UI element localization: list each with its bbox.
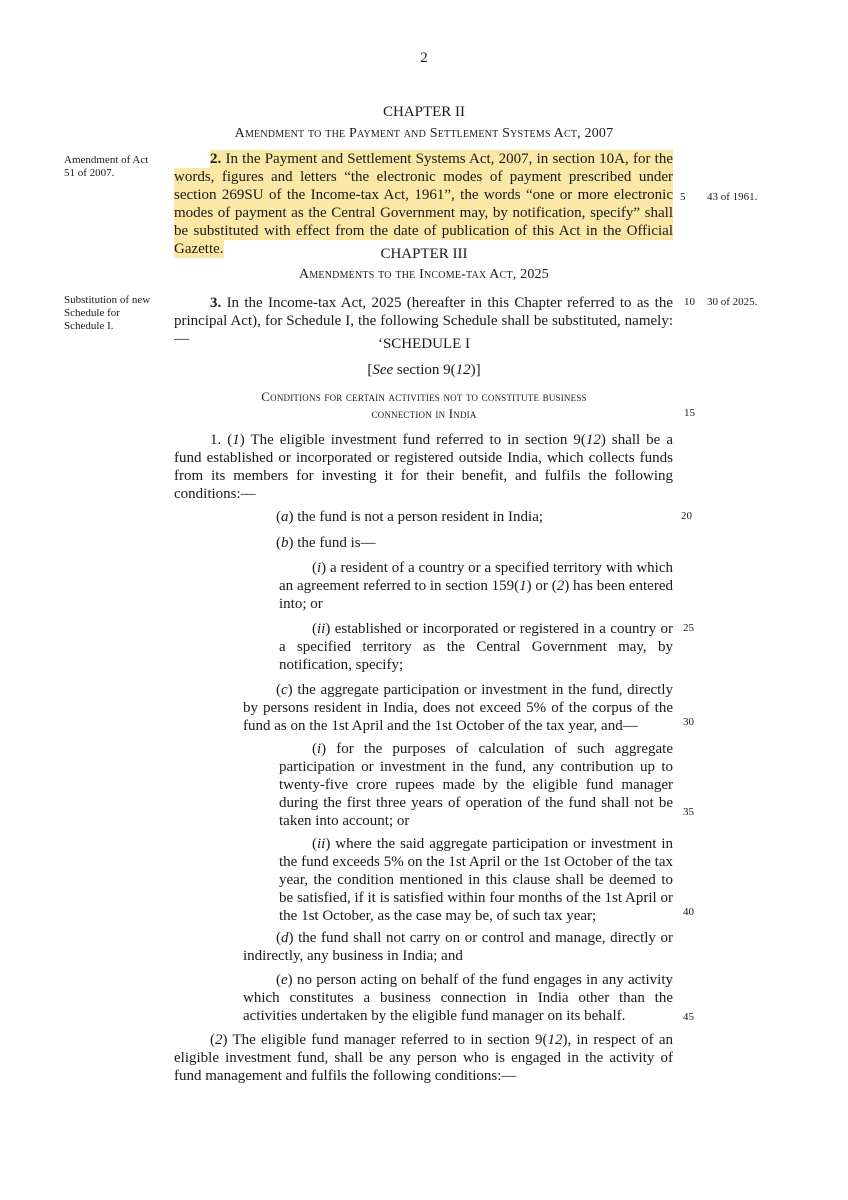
para-2: (2) The eligible fund manager referred to in section 9(12), in respect of an eligible investment fund, shall be any person who is engaged in the activity of fund management and fulfils the following conditions:— [174,1032,673,1084]
right-ref-1961: 43 of 1961. [707,191,758,203]
section-3-number: 3. [210,295,222,311]
schedule-heading-line-1: Conditions for certain activities not to constitute business [261,389,587,404]
clause-b-i: (i) a resident of a country or a specified territory with which an agreement referred to in section 159(1) or (2) has been entered into; or [279,560,673,612]
para-1-intro: 1. (1) The eligible investment fund referred to in section 9(12) shall be a fund established or incorporated or registered outside India, which collects funds from its members for investing it for their benefit, and fulfils the following conditions:— [174,432,673,502]
line-number-30: 30 [683,716,694,728]
line-number-40: 40 [683,906,694,918]
line-number-25: 25 [683,622,694,634]
clause-c-ii: (ii) where the said aggregate participation or investment in the fund exceeds 5% on the 1st April or the 1st October of the tax year, the condition mentioned in this clause shall be deemed to be satisfied, if it is satisfied within four months of the 1st April or the 1st October, as the case may be, of such tax year; [279,836,673,924]
side-note-amendment: Amendment of Act 51 of 2007. [64,154,149,179]
chapter-2-heading: CHAPTER II [382,104,466,120]
clause-b: (b) the fund is— [276,535,376,551]
section-3-text: In the Income-tax Act, 2025 (hereafter in this Chapter referred to as the principal Act), for Schedule I, the following Schedule shall be substituted, namely:— [174,295,673,347]
chapter-3-heading: CHAPTER III [380,246,468,262]
line-number-20: 20 [681,510,692,522]
section-2-text: In the Payment and Settlement Systems Act, 2007, in section 10A, for the words, figures and letters “the electronic modes of payment prescribed under section 269SU of the Income-tax Act, 1961”, the words “one or more electronic modes of payment as the Central Government may, by notification, specify” shall be substituted with effect from the date of publication of this Act in the Official Gazette. [174,151,673,257]
clause-e: (e) no person acting on behalf of the fund engages in any activity which constitutes a business connection in India other than the activities undertaken by the eligible fund manager on its behalf. [243,972,673,1024]
page-number: 2 [420,50,428,66]
line-number-10: 10 [684,296,695,308]
clause-c-i: (i) for the purposes of calculation of such aggregate participation or investment in the fund, any contribution up to twenty-five crore rupees made by the eligible fund manager during the first three years of operation of the fund shall not be taken into account; or [279,741,673,829]
schedule-heading-line-2: connection in India [371,406,477,421]
section-2-number: 2. [210,151,222,167]
schedule-title: ‘SCHEDULE I [377,336,471,352]
clause-d: (d) the fund shall not carry on or control and manage, directly or indirectly, any business in India; and [243,930,673,964]
chapter-3-title: Amendments to the Income-tax Act, 2025 [299,267,549,282]
line-number-5: 5 [680,191,686,203]
clause-b-ii: (ii) established or incorporated or registered in a country or a specified territory as the Central Government may, by notification, specify; [279,621,673,673]
right-ref-2025: 30 of 2025. [707,296,758,308]
side-note-substitution: Substitution of new Schedule for Schedule I. [64,294,151,332]
clause-c: (c) the aggregate participation or investment in the fund, directly by persons resident in India, does not exceed 5% of the corpus of the fund as on the 1st April and the 1st October of the tax year, and— [243,682,673,734]
section-2-paragraph [174,150,673,258]
chapter-2-title: Amendment to the Payment and Settlement Systems Act, 2007 [234,126,614,141]
line-number-45: 45 [683,1011,694,1023]
line-number-15: 15 [684,407,695,419]
line-number-35: 35 [683,806,694,818]
schedule-reference: [See section 9(12)] [367,362,481,378]
clause-a: (a) the fund is not a person resident in India; [276,509,544,525]
